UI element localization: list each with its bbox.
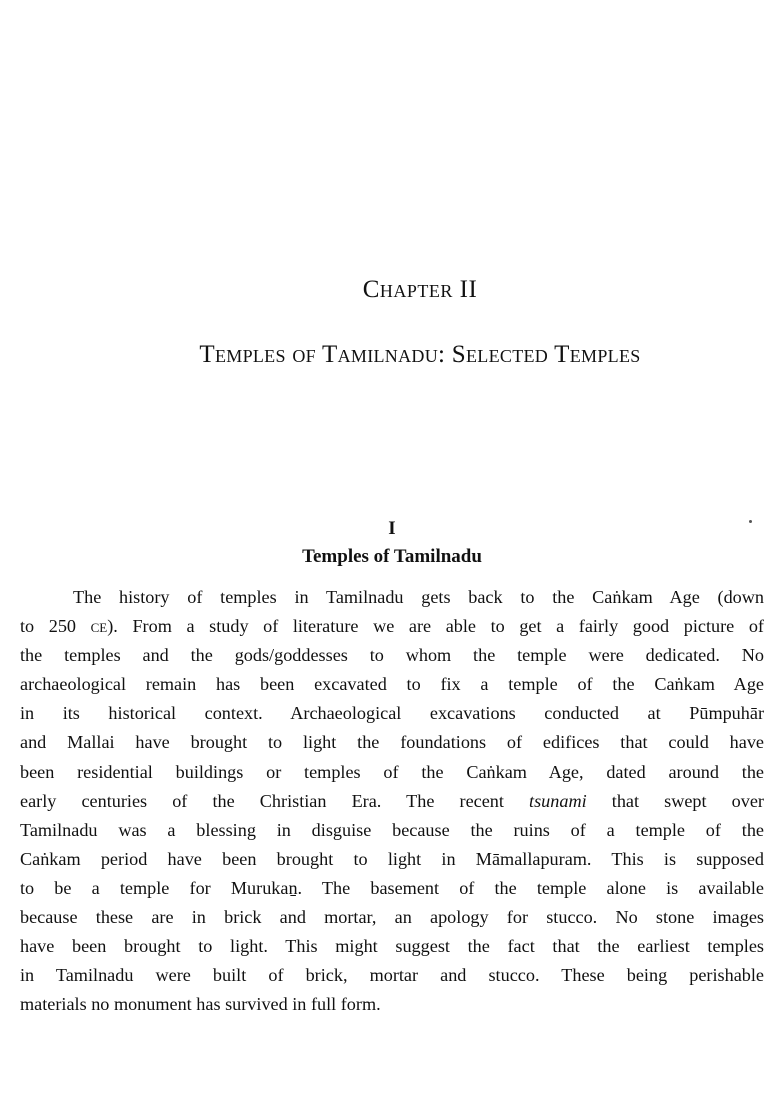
paragraph-line: been residential buildings or temples of the Caṅkam Age, dated around the — [20, 761, 764, 782]
scan-speck — [749, 520, 752, 523]
body-paragraph — [20, 583, 764, 1019]
paragraph-line: Tamilnadu was a blessing in disguise because the ruins of a temple of the — [20, 819, 764, 840]
paragraph-line: and Mallai have brought to light the foundations of edifices that could have — [20, 732, 764, 753]
paragraph-line: early centuries of the Christian Era. The recent tsunami that swept over — [20, 790, 764, 811]
paragraph-line: have been brought to light. This might suggest the fact that the earliest temples — [20, 936, 764, 957]
section-title: Temples of Tamilnadu — [302, 546, 482, 567]
paragraph-line: in its historical context. Archaeological excavations conducted at Pūmpuhār — [20, 703, 764, 724]
paragraph-line: to 250 ce). From a study of literature we are able to get a fairly good picture of — [20, 616, 764, 637]
paragraph-line: in Tamilnadu were built of brick, mortar and stucco. These being perishable — [20, 965, 764, 986]
paragraph-line: archaeological remain has been excavated to fix a temple of the Caṅkam Age — [20, 674, 764, 695]
paragraph-line: the temples and the gods/goddesses to whom the temple were dedicated. No — [20, 645, 764, 666]
paragraph-line: because these are in brick and mortar, an apology for stucco. No stone images — [20, 907, 764, 928]
section-number: I — [388, 518, 396, 539]
paragraph-line: The history of temples in Tamilnadu gets back to the Caṅkam Age (down — [73, 587, 764, 607]
paragraph-line: Caṅkam period have been brought to light in Māmallapuram. This is supposed — [20, 848, 764, 869]
chapter-label: Chapter II — [362, 276, 478, 303]
chapter-title: Temples of Tamilnadu: Selected Temples — [199, 341, 641, 368]
paragraph-line: materials no monument has survived in full form. — [20, 994, 381, 1015]
paragraph-line: to be a temple for Murukaṉ. The basement of the temple alone is available — [20, 877, 764, 898]
